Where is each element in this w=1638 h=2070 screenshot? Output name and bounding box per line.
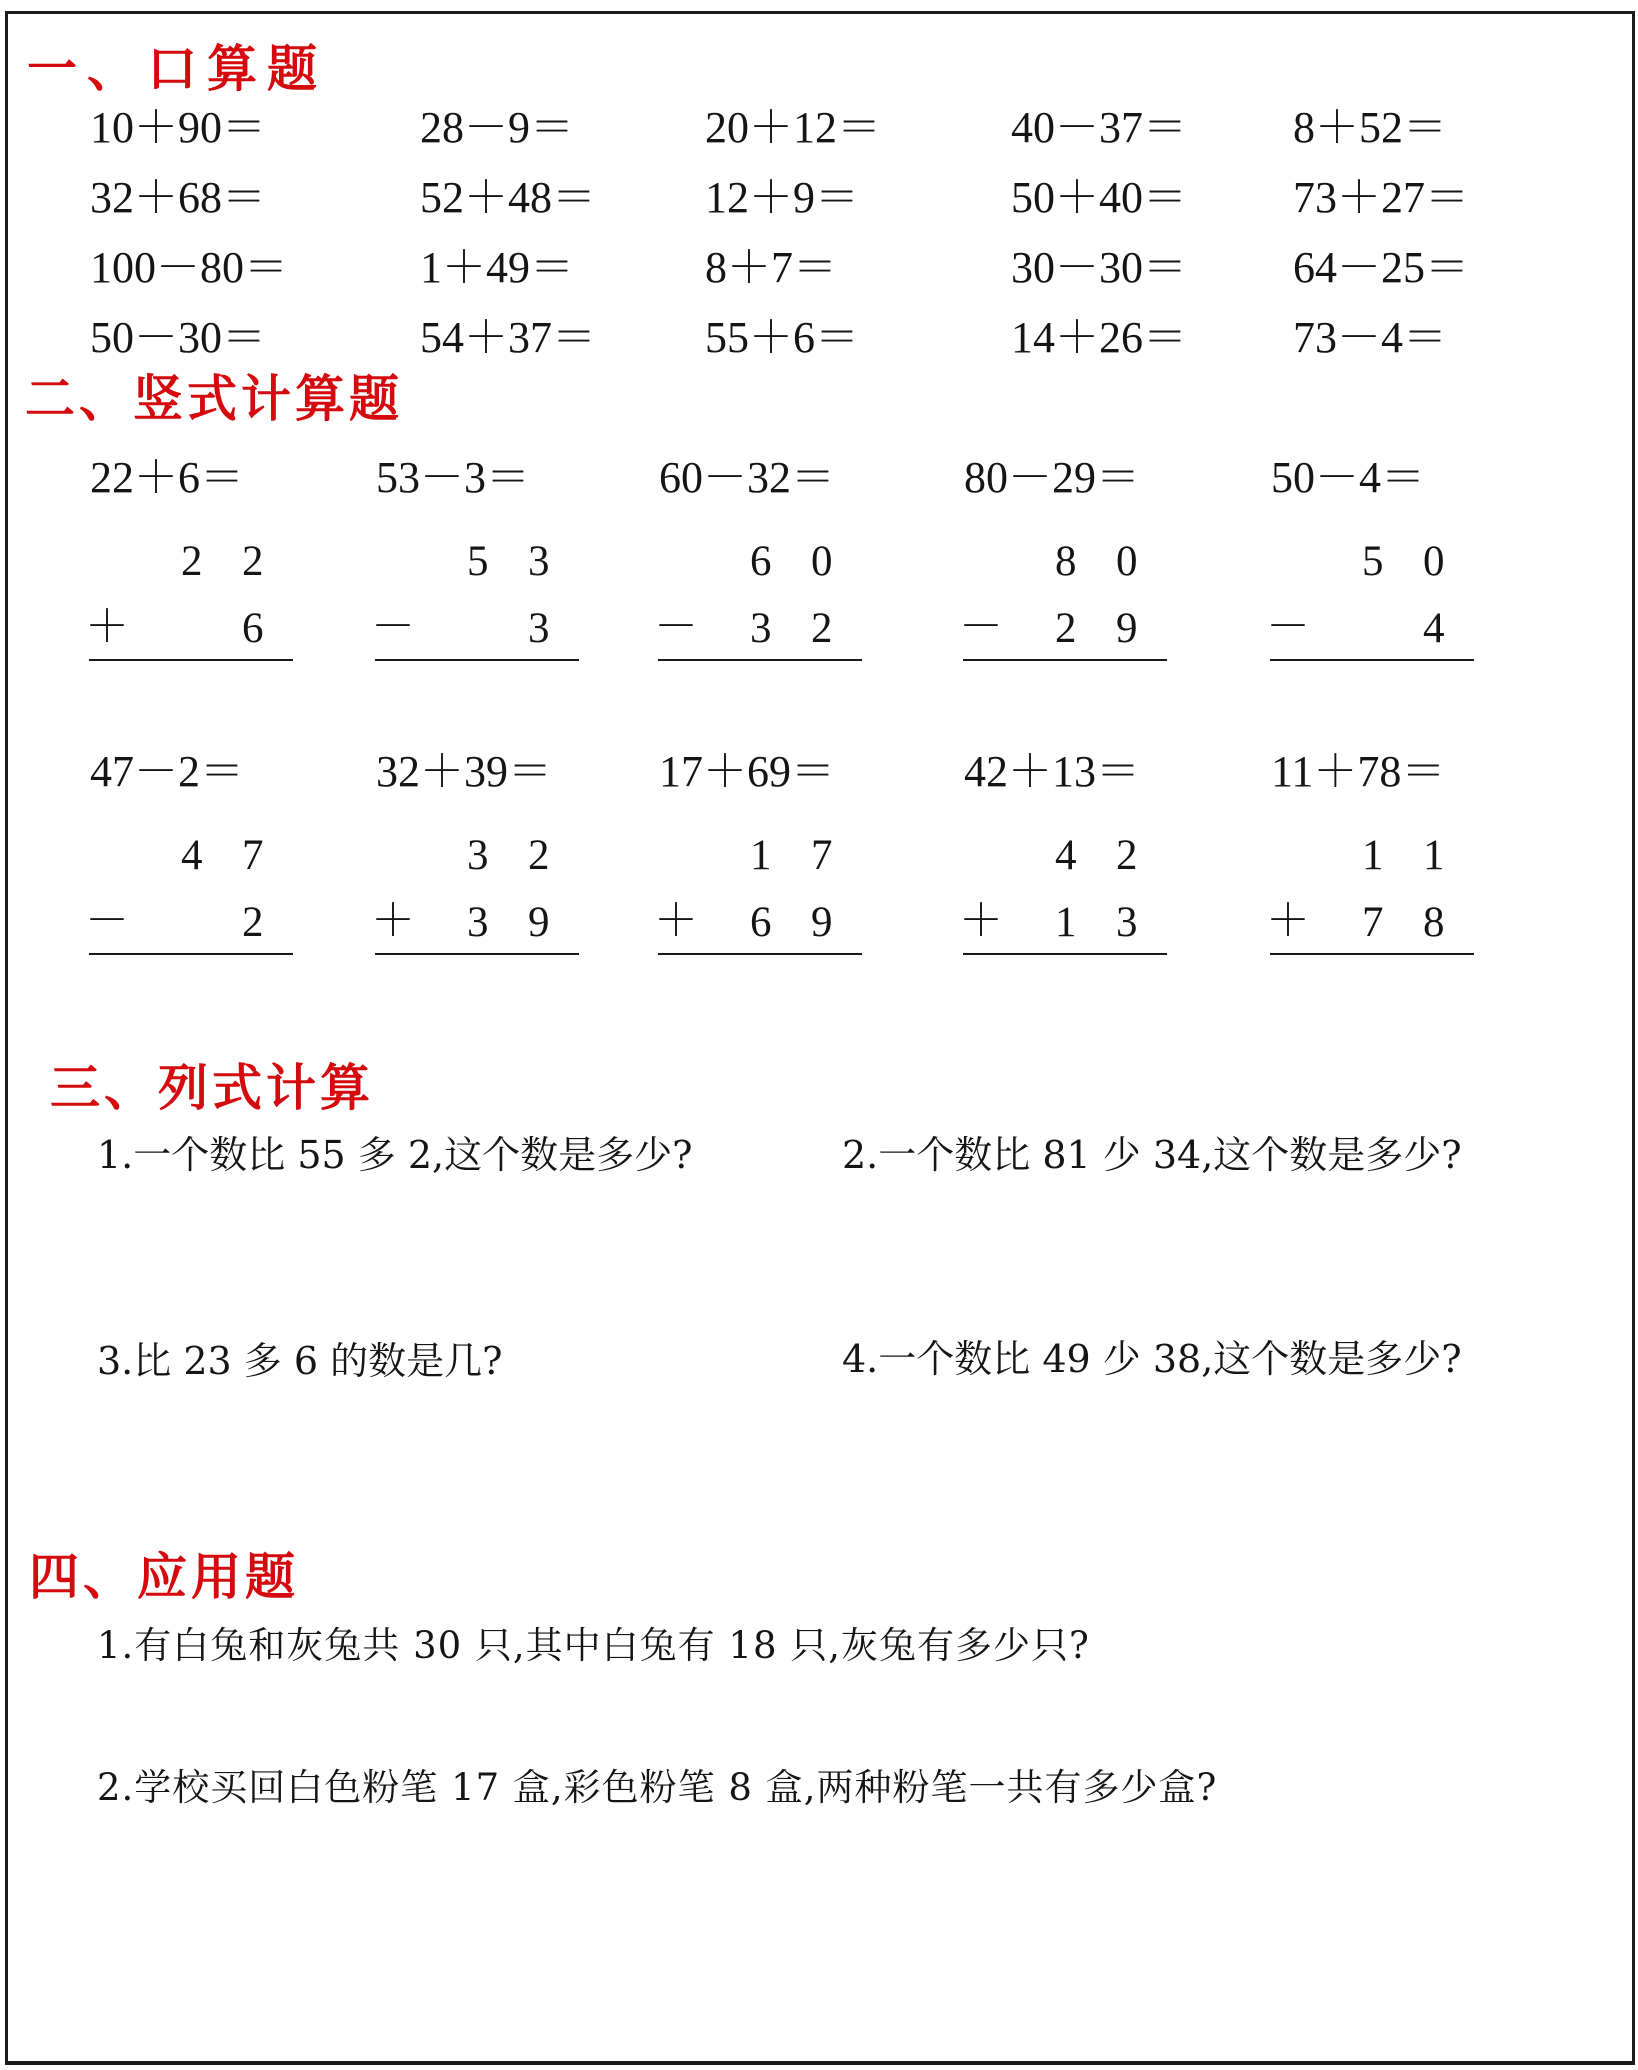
mental-math-item: 32＋68＝ <box>90 173 266 222</box>
answer-line <box>89 659 293 661</box>
vertical-top-ones: 7 <box>811 832 833 879</box>
answer-line <box>375 659 579 661</box>
vertical-problem-equation: 42＋13＝ <box>964 747 1140 796</box>
section-2-title: 二、竖式计算题 <box>25 369 403 428</box>
mental-math-item: 10＋90＝ <box>90 103 266 152</box>
vertical-problem-equation: 11＋78＝ <box>1271 747 1446 796</box>
answer-line <box>963 953 1167 955</box>
answer-line <box>658 953 862 955</box>
vertical-operator: ＋ <box>1266 896 1310 945</box>
vertical-top-tens: 8 <box>1055 538 1077 585</box>
vertical-bottom-tens: 1 <box>1055 899 1077 946</box>
vertical-bottom-ones: 2 <box>811 605 833 652</box>
mental-math-item: 54＋37＝ <box>420 313 596 362</box>
vertical-bottom-ones: 3 <box>528 605 550 652</box>
vertical-top-ones: 1 <box>1423 832 1445 879</box>
section-3-question-1: 1.一个数比 55 多 2,这个数是多少? <box>97 1133 693 1177</box>
vertical-operator: ＋ <box>371 896 415 945</box>
vertical-top-tens: 4 <box>1055 832 1077 879</box>
mental-math-item: 8＋52＝ <box>1293 103 1447 152</box>
vertical-operator: ＋ <box>85 602 129 651</box>
vertical-top-ones: 0 <box>811 538 833 585</box>
vertical-operator: － <box>85 896 129 945</box>
vertical-top-tens: 3 <box>467 832 489 879</box>
vertical-problem-equation: 53－3＝ <box>376 453 530 502</box>
section-3-question-4: 4.一个数比 49 少 38,这个数是多少? <box>842 1337 1462 1381</box>
answer-line <box>375 953 579 955</box>
vertical-bottom-tens: 6 <box>750 899 772 946</box>
vertical-top-ones: 7 <box>242 832 264 879</box>
mental-math-item: 52＋48＝ <box>420 173 596 222</box>
mental-math-item: 20＋12＝ <box>705 103 881 152</box>
vertical-top-ones: 3 <box>528 538 550 585</box>
vertical-bottom-ones: 8 <box>1423 899 1445 946</box>
vertical-bottom-tens: 2 <box>1055 605 1077 652</box>
vertical-bottom-ones: 6 <box>242 605 264 652</box>
vertical-top-tens: 5 <box>467 538 489 585</box>
section-3-question-2: 2.一个数比 81 少 34,这个数是多少? <box>842 1133 1462 1177</box>
section-1-title: 一、口算题 <box>27 39 327 98</box>
mental-math-item: 64－25＝ <box>1293 243 1469 292</box>
answer-line <box>963 659 1167 661</box>
mental-math-item: 30－30＝ <box>1011 243 1187 292</box>
mental-math-item: 28－9＝ <box>420 103 574 152</box>
vertical-top-ones: 2 <box>1116 832 1138 879</box>
mental-math-item: 14＋26＝ <box>1011 313 1187 362</box>
vertical-bottom-ones: 9 <box>528 899 550 946</box>
vertical-top-ones: 2 <box>528 832 550 879</box>
vertical-bottom-ones: 3 <box>1116 899 1138 946</box>
mental-math-item: 12＋9＝ <box>705 173 859 222</box>
mental-math-item: 8＋7＝ <box>705 243 837 292</box>
vertical-bottom-ones: 2 <box>242 899 264 946</box>
answer-line <box>89 953 293 955</box>
vertical-top-tens: 1 <box>750 832 772 879</box>
answer-line <box>1270 659 1474 661</box>
section-3-title: 三、列式计算 <box>50 1058 374 1117</box>
vertical-top-tens: 6 <box>750 538 772 585</box>
answer-line <box>1270 953 1474 955</box>
mental-math-item: 40－37＝ <box>1011 103 1187 152</box>
vertical-problem-equation: 50－4＝ <box>1271 453 1425 502</box>
mental-math-item: 55＋6＝ <box>705 313 859 362</box>
vertical-problem-equation: 22＋6＝ <box>90 453 244 502</box>
vertical-top-tens: 4 <box>181 832 203 879</box>
vertical-top-ones: 0 <box>1116 538 1138 585</box>
mental-math-item: 1＋49＝ <box>420 243 574 292</box>
vertical-bottom-ones: 4 <box>1423 605 1445 652</box>
vertical-top-tens: 1 <box>1362 832 1384 879</box>
vertical-problem-equation: 47－2＝ <box>90 747 244 796</box>
vertical-operator: － <box>654 602 698 651</box>
vertical-top-tens: 2 <box>181 538 203 585</box>
vertical-bottom-ones: 9 <box>811 899 833 946</box>
vertical-bottom-tens: 3 <box>750 605 772 652</box>
vertical-problem-equation: 60－32＝ <box>659 453 835 502</box>
vertical-problem-equation: 17＋69＝ <box>659 747 835 796</box>
vertical-top-tens: 5 <box>1362 538 1384 585</box>
vertical-problem-equation: 32＋39＝ <box>376 747 552 796</box>
mental-math-item: 73－4＝ <box>1293 313 1447 362</box>
mental-math-item: 50＋40＝ <box>1011 173 1187 222</box>
vertical-operator: ＋ <box>959 896 1003 945</box>
vertical-bottom-ones: 9 <box>1116 605 1138 652</box>
vertical-bottom-tens: 3 <box>467 899 489 946</box>
vertical-operator: － <box>371 602 415 651</box>
section-4-question-2: 2.学校买回白色粉笔 17 盒,彩色粉笔 8 盒,两种粉笔一共有多少盒? <box>97 1766 1218 1809</box>
vertical-operator: － <box>1266 602 1310 651</box>
section-4-question-1: 1.有白兔和灰兔共 30 只,其中白兔有 18 只,灰兔有多少只? <box>97 1624 1090 1667</box>
vertical-bottom-tens: 7 <box>1362 899 1384 946</box>
section-3-question-3: 3.比 23 多 6 的数是几? <box>97 1339 503 1383</box>
mental-math-item: 100－80＝ <box>90 243 288 292</box>
vertical-operator: － <box>959 602 1003 651</box>
section-4-title: 四、应用题 <box>29 1547 299 1606</box>
mental-math-item: 73＋27＝ <box>1293 173 1469 222</box>
vertical-operator: ＋ <box>654 896 698 945</box>
vertical-top-ones: 0 <box>1423 538 1445 585</box>
mental-math-item: 50－30＝ <box>90 313 266 362</box>
vertical-top-ones: 2 <box>242 538 264 585</box>
vertical-problem-equation: 80－29＝ <box>964 453 1140 502</box>
answer-line <box>658 659 862 661</box>
